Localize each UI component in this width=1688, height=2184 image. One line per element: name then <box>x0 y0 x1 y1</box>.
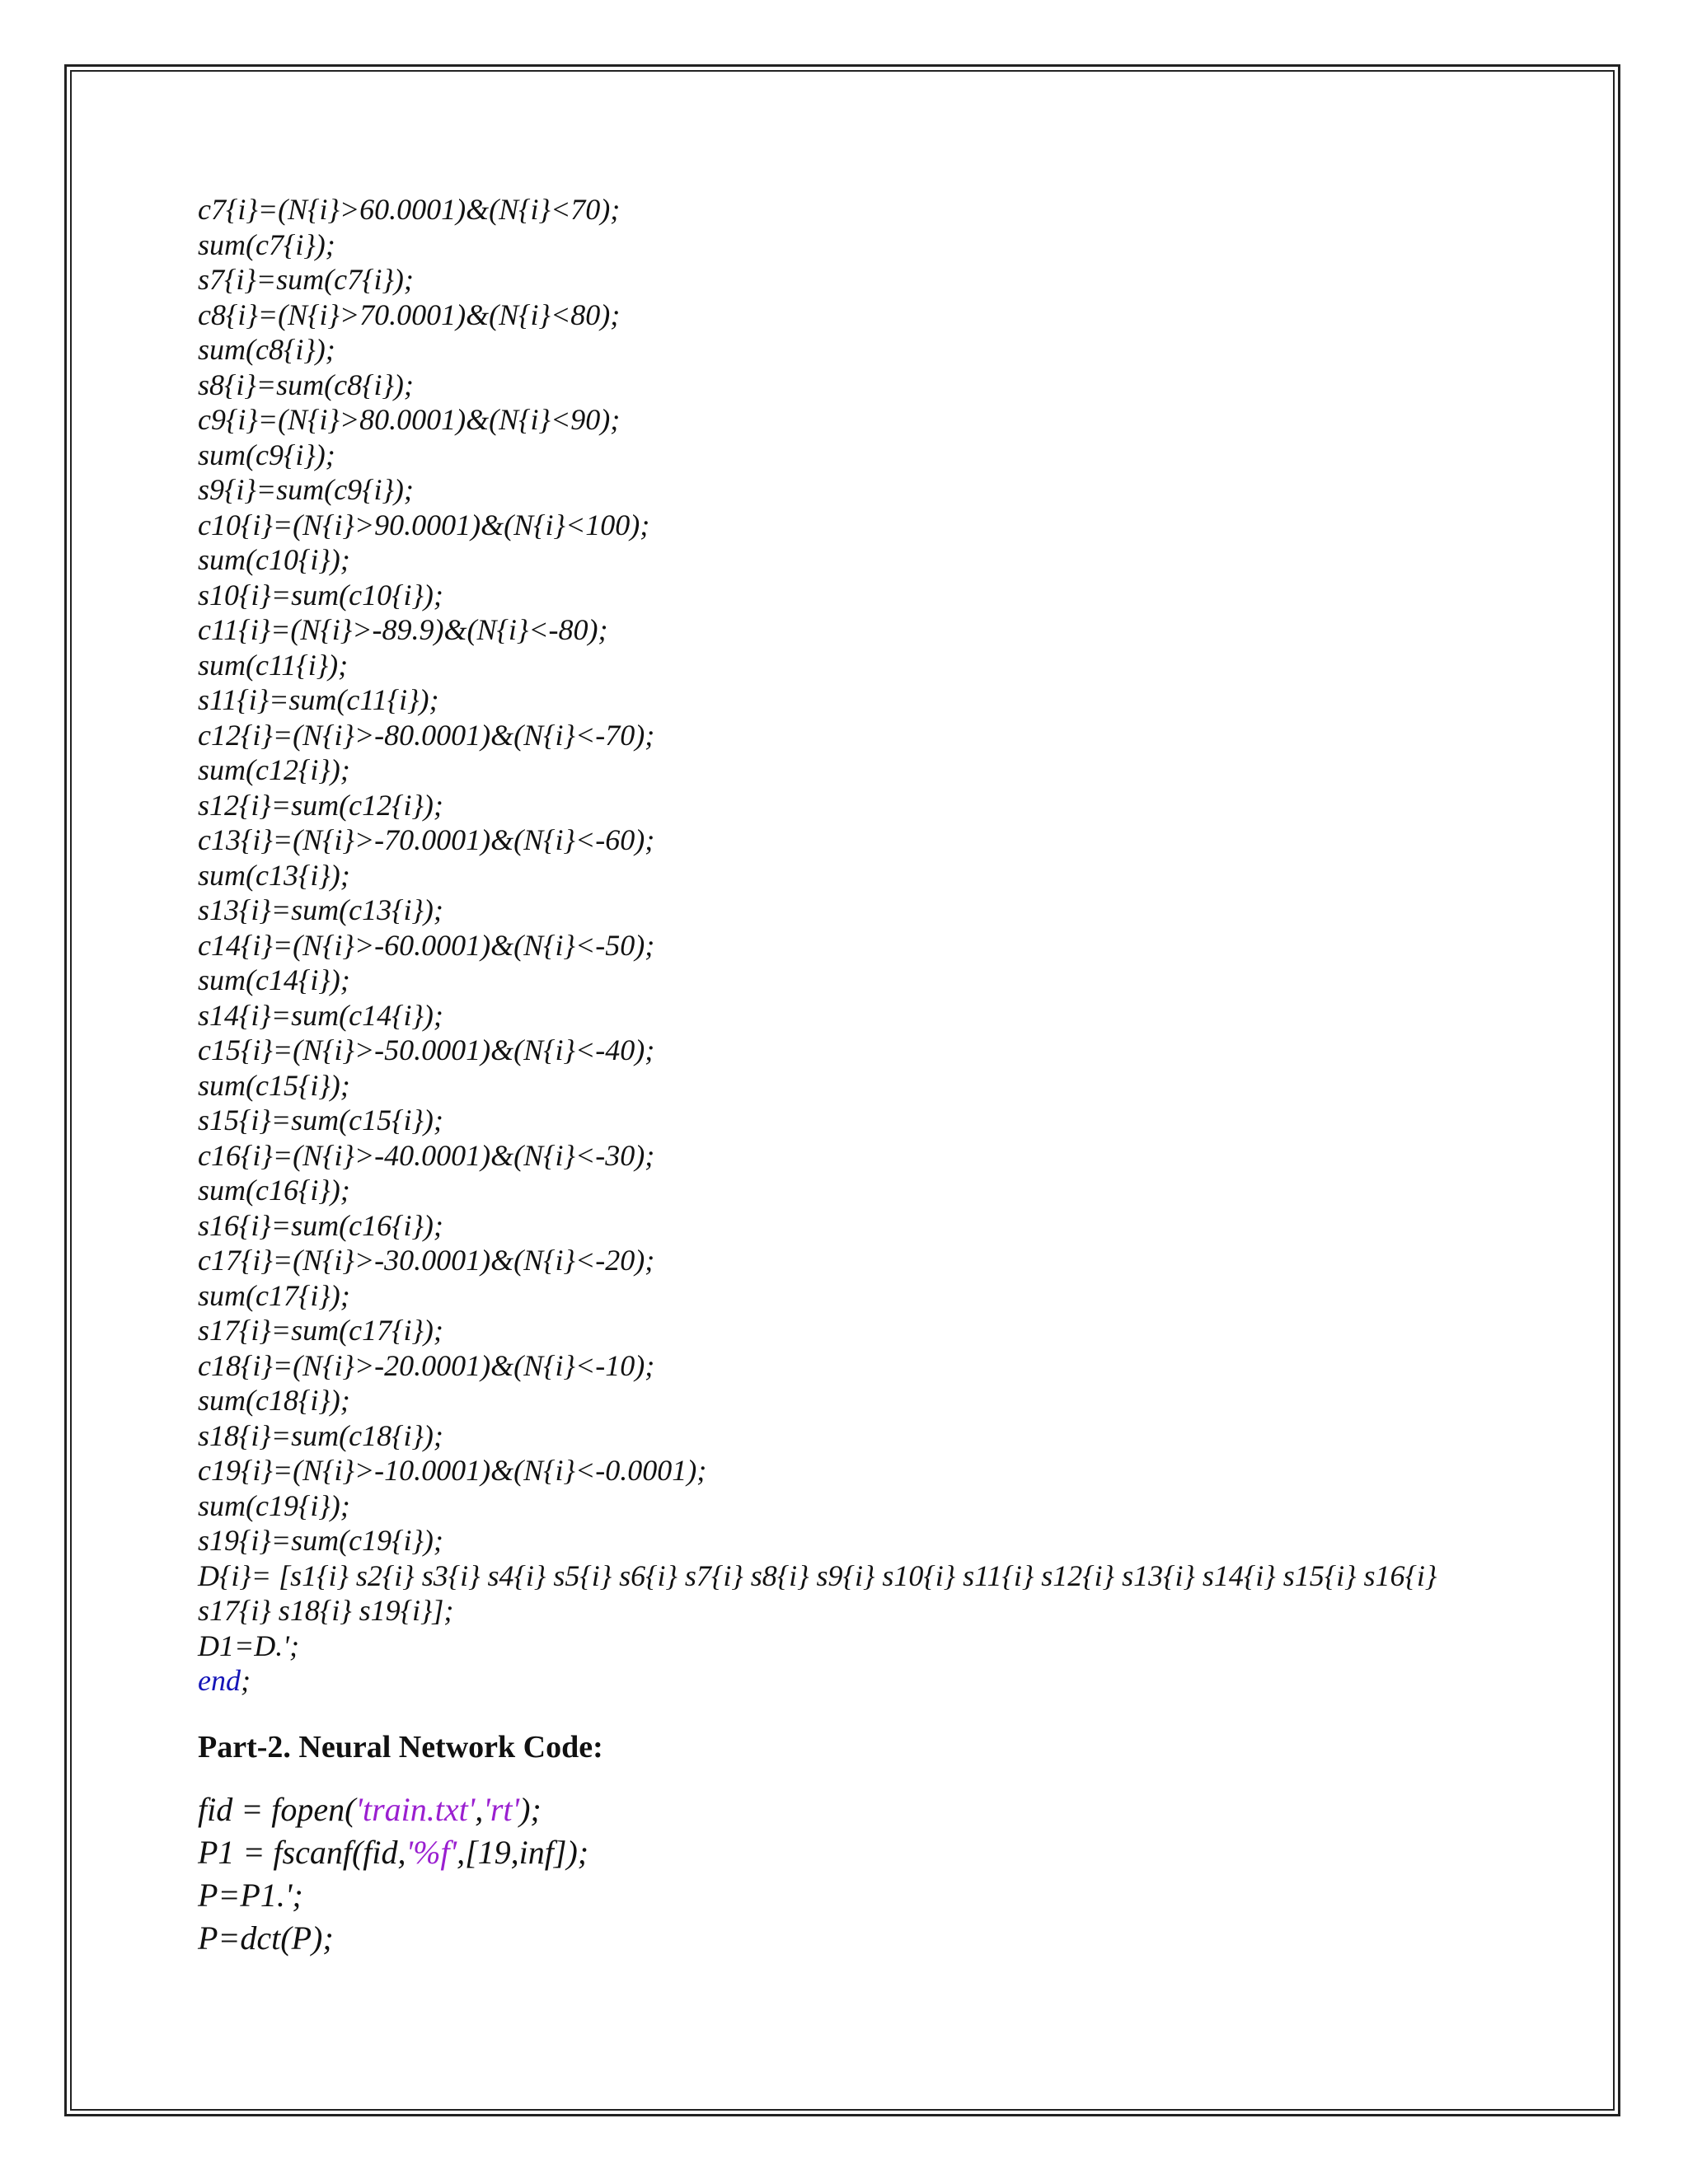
code-line: D{i}= [s1{i} s2{i} s3{i} s4{i} s5{i} s6{i} s7{i} s8{i} s9{i} s10{i} s11{i} s12{i} s13{i} s14{i} s15{i} s16{i} <box>198 1558 1437 1592</box>
code-line: s15{i}=sum(c15{i}); <box>198 1104 443 1137</box>
code-line: s17{i} s18{i} s19{i}]; <box>198 1594 454 1627</box>
code-line: c14{i}=(N{i}>-60.0001)&(N{i}<-50); <box>198 928 655 962</box>
code-line: s8{i}=sum(c8{i}); <box>198 368 414 401</box>
code-line: sum(c8{i}); <box>198 333 335 366</box>
code-line: c7{i}=(N{i}>60.0001)&(N{i}<70); <box>198 193 621 226</box>
code-line: c8{i}=(N{i}>70.0001)&(N{i}<80); <box>198 298 621 331</box>
code-line: c17{i}=(N{i}>-30.0001)&(N{i}<-20); <box>198 1244 655 1277</box>
code-line: sum(c18{i}); <box>198 1384 350 1417</box>
end-semicolon: ; <box>240 1664 251 1697</box>
string-literal: '%f' <box>406 1834 457 1871</box>
code-line: c10{i}=(N{i}>90.0001)&(N{i}<100); <box>198 508 650 541</box>
code-block-part1 <box>198 192 1550 1699</box>
code-line: s13{i}=sum(c13{i}); <box>198 893 443 926</box>
string-literal: 'train.txt' <box>355 1791 476 1828</box>
code-line: s10{i}=sum(c10{i}); <box>198 578 443 612</box>
section-heading: Part-2. Neural Network Code: <box>198 1730 603 1765</box>
code-text: , <box>475 1791 484 1828</box>
code-line: sum(c14{i}); <box>198 963 350 996</box>
code-line: c19{i}=(N{i}>-10.0001)&(N{i}<-0.0001); <box>198 1454 707 1487</box>
code-text: ,[19,inf]); <box>457 1834 589 1871</box>
code-line: sum(c16{i}); <box>198 1174 350 1207</box>
code-line: sum(c10{i}); <box>198 543 350 576</box>
code-block-part2 <box>198 1788 1550 1960</box>
code-line: sum(c13{i}); <box>198 858 350 892</box>
code-line: c16{i}=(N{i}>-40.0001)&(N{i}<-30); <box>198 1138 655 1172</box>
code-text: ); <box>519 1791 542 1828</box>
code-line-dct: P=dct(P); <box>198 1919 334 1957</box>
code-line: sum(c19{i}); <box>198 1488 350 1522</box>
code-line: s18{i}=sum(c18{i}); <box>198 1418 443 1452</box>
code-text: P1 = fscanf(fid, <box>198 1834 406 1871</box>
code-line-transpose: P=P1.'; <box>198 1877 303 1914</box>
code-line: c18{i}=(N{i}>-20.0001)&(N{i}<-10); <box>198 1348 655 1382</box>
code-line: sum(c7{i}); <box>198 227 335 261</box>
code-line: s7{i}=sum(c7{i}); <box>198 263 414 296</box>
code-line: sum(c17{i}); <box>198 1278 350 1312</box>
code-line: s19{i}=sum(c19{i}); <box>198 1524 443 1557</box>
code-line: c15{i}=(N{i}>-50.0001)&(N{i}<-40); <box>198 1033 655 1066</box>
string-literal: 'rt' <box>483 1791 520 1828</box>
code-line: D1=D.'; <box>198 1629 299 1662</box>
code-line: c9{i}=(N{i}>80.0001)&(N{i}<90); <box>198 403 621 436</box>
code-line: s12{i}=sum(c12{i}); <box>198 788 443 822</box>
code-line: sum(c15{i}); <box>198 1068 350 1102</box>
code-text: fid = fopen( <box>198 1791 356 1828</box>
code-line: s17{i}=sum(c17{i}); <box>198 1314 443 1347</box>
end-keyword: end <box>198 1664 241 1697</box>
code-line: s11{i}=sum(c11{i}); <box>198 683 439 716</box>
code-line-end <box>198 1663 1550 1699</box>
code-line-fopen <box>198 1788 1550 1831</box>
code-line: s9{i}=sum(c9{i}); <box>198 473 414 506</box>
code-line: sum(c12{i}); <box>198 753 350 786</box>
code-line: c11{i}=(N{i}>-89.9)&(N{i}<-80); <box>198 613 608 646</box>
code-line-fscanf <box>198 1831 1550 1874</box>
code-line: sum(c11{i}); <box>198 648 349 682</box>
code-line: s16{i}=sum(c16{i}); <box>198 1208 443 1242</box>
code-line: c12{i}=(N{i}>-80.0001)&(N{i}<-70); <box>198 718 655 752</box>
code-line: sum(c9{i}); <box>198 438 335 471</box>
code-line: s14{i}=sum(c14{i}); <box>198 998 443 1032</box>
code-line: c13{i}=(N{i}>-70.0001)&(N{i}<-60); <box>198 823 655 856</box>
